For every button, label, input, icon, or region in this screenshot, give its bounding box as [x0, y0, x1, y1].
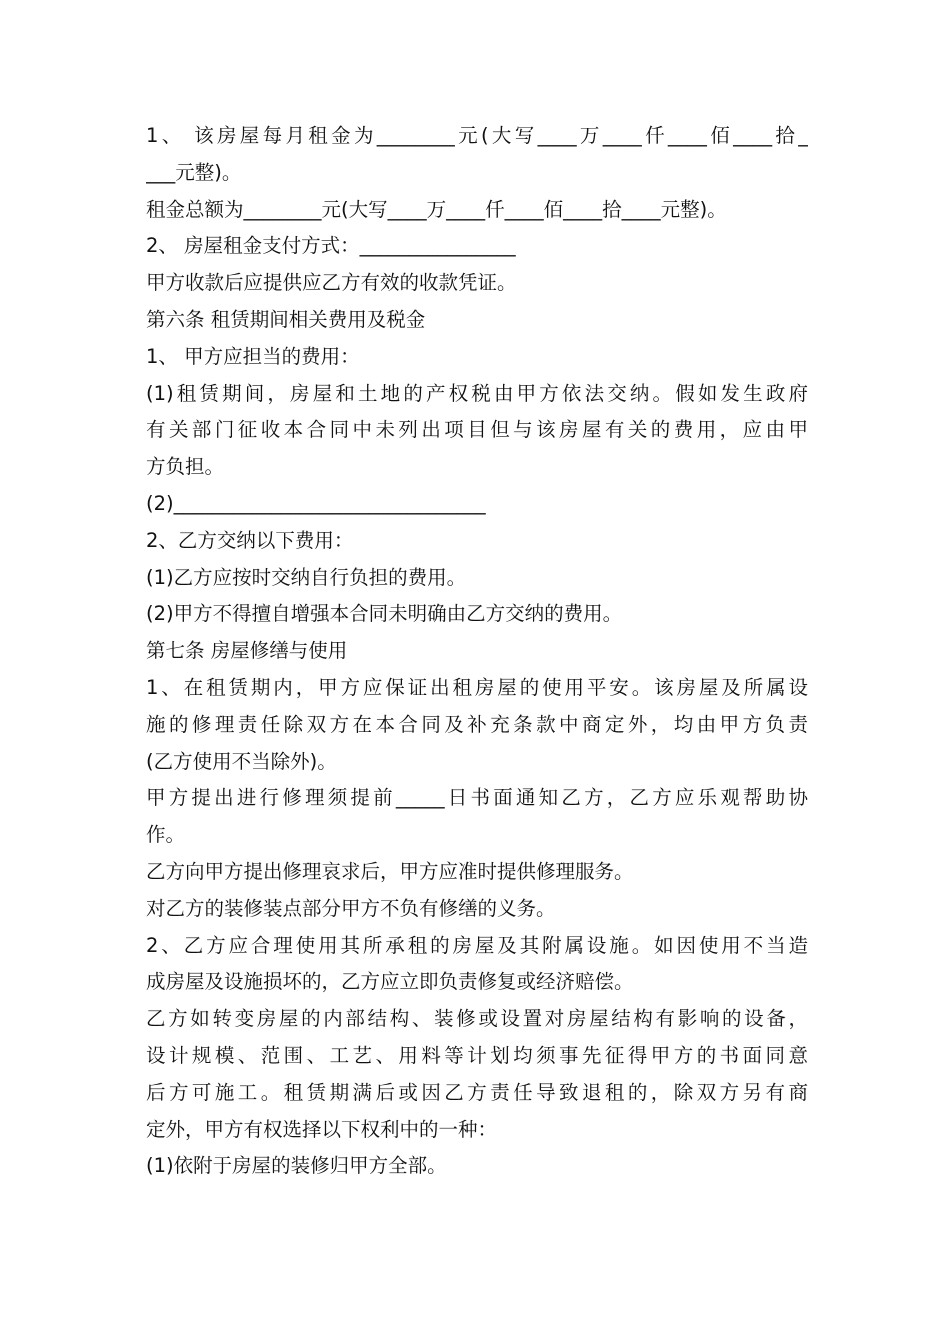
- text-span: ___元整)。: [146, 160, 242, 184]
- text-span: 定外，甲方有权选择以下权利中的一种：: [146, 1117, 498, 1141]
- text-line-25: [146, 1001, 808, 1038]
- text-line-7: [146, 339, 808, 376]
- text-span: (1)租赁期间，房屋和土地的产权税由甲方依法交纳。假如发生政府: [146, 381, 808, 405]
- text-span: (乙方使用不当除外)。: [146, 749, 337, 773]
- text-span: 1、 甲方应担当的费用：: [146, 344, 360, 368]
- text-span: 对乙方的装修装点部分甲方不负有修缮的义务。: [146, 896, 556, 920]
- text-span: (2)________________________________: [146, 491, 486, 515]
- text-span: 第六条 租赁期间相关费用及税金: [146, 307, 426, 331]
- text-span: 成房屋及设施损坏的，乙方应立即负责修复或经济赔偿。: [146, 970, 634, 994]
- text-line-2: [146, 155, 808, 192]
- text-line-22: [146, 891, 808, 928]
- text-span: 作。: [146, 823, 186, 847]
- text-line-11: [146, 486, 808, 523]
- text-line-14: [146, 596, 808, 633]
- text-line-28: [146, 1112, 808, 1149]
- text-line-3: [146, 192, 808, 229]
- text-line-1: [146, 118, 808, 155]
- text-line-8: [146, 376, 808, 413]
- text-span: 租金总额为________元(大写____万____仟____佰____拾____元整)。: [146, 197, 727, 221]
- text-line-17: [146, 707, 808, 744]
- text-span: 方负担。: [146, 455, 225, 479]
- text-line-16: [146, 670, 808, 707]
- text-line-21: [146, 854, 808, 891]
- text-line-5: [146, 265, 808, 302]
- section-heading-7: [146, 633, 808, 670]
- document-page: [146, 118, 808, 1185]
- text-line-9: [146, 412, 808, 449]
- text-line-24: [146, 964, 808, 1001]
- text-line-23: [146, 928, 808, 965]
- text-span: 2、 房屋租金支付方式：________________: [146, 234, 516, 258]
- section-heading-6: [146, 302, 808, 339]
- text-span: (1)乙方应按时交纳自行负担的费用。: [146, 565, 467, 589]
- text-line-19: [146, 780, 808, 817]
- text-span: 甲方收款后应提供应乙方有效的收款凭证。: [146, 271, 517, 295]
- text-line-13: [146, 560, 808, 597]
- text-line-20: [146, 817, 808, 854]
- text-span: 第七条 房屋修缮与使用: [146, 639, 348, 663]
- text-span: 施的修理责任除双方在本合同及补充条款中商定外，均由甲方负责: [146, 712, 808, 736]
- text-line-18: [146, 744, 808, 781]
- text-span: 2、乙方交纳以下费用：: [146, 528, 354, 552]
- text-span: 乙方如转变房屋的内部结构、装修或设置对房屋结构有影响的设备，: [146, 1007, 808, 1031]
- text-line-12: [146, 523, 808, 560]
- text-span: 2、乙方应合理使用其所承租的房屋及其附属设施。如因使用不当造: [146, 933, 808, 957]
- text-span: 后方可施工。租赁期满后或因乙方责任导致退租的，除双方另有商: [146, 1080, 808, 1104]
- text-span: (2)甲方不得擅自增强本合同未明确由乙方交纳的费用。: [146, 602, 623, 626]
- text-line-29: [146, 1148, 808, 1185]
- text-span: 1、在租赁期内，甲方应保证出租房屋的使用平安。该房屋及所属设: [146, 675, 808, 699]
- text-span: 1、 该房屋每月租金为________元(大写____万____仟____佰____拾_: [146, 124, 808, 147]
- text-span: 设计规模、范围、工艺、用料等计划均须事先征得甲方的书面同意: [146, 1043, 808, 1067]
- text-span: 有关部门征收本合同中未列出项目但与该房屋有关的费用，应由甲: [146, 418, 808, 442]
- text-line-4: [146, 228, 808, 265]
- text-span: 甲方提出进行修理须提前_____日书面通知乙方，乙方应乐观帮助协: [146, 786, 808, 810]
- text-span: 乙方向甲方提出修理哀求后，甲方应准时提供修理服务。: [146, 859, 634, 883]
- text-line-10: [146, 449, 808, 486]
- text-line-27: [146, 1075, 808, 1112]
- text-span: (1)依附于房屋的装修归甲方全部。: [146, 1154, 447, 1178]
- text-line-26: [146, 1038, 808, 1075]
